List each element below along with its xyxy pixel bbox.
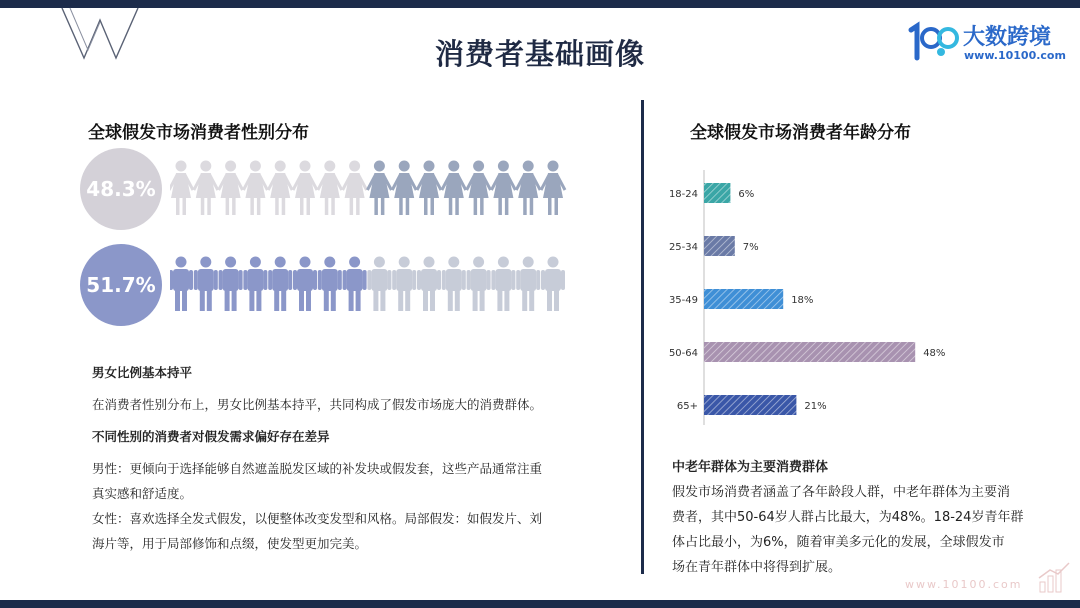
top-bar	[0, 0, 1080, 8]
note-paragraph-1: 在消费者性别分布上，男女比例基本持平，共同构成了假发市场庞大的消费群体。	[92, 397, 543, 412]
male-person-icon	[367, 257, 391, 312]
male-person-icon	[318, 257, 342, 312]
age-summary-line-2: 费者，其中50-64岁人群占比最大，为48%。18-24岁青年群	[672, 510, 1024, 525]
male-person-icon	[268, 257, 292, 312]
age-summary-line-3: 体占比最小，为6%，随着审美多元化的发展，全球假发市	[672, 535, 1005, 550]
note-paragraph-3b: 海片等，用于局部修饰和点缀，使发型更加完美。	[92, 536, 368, 551]
bar-25-34	[704, 236, 735, 256]
male-person-icon	[467, 257, 491, 312]
male-person-icon	[170, 257, 193, 312]
male-pictogram-row	[170, 256, 580, 314]
male-person-icon	[343, 257, 367, 312]
category-label: 50-64	[668, 348, 698, 359]
female-person-icon	[318, 161, 342, 216]
male-person-icon	[516, 257, 540, 312]
category-label: 25-34	[668, 242, 698, 253]
male-person-icon	[194, 257, 218, 312]
female-percent-badge: 48.3%	[80, 148, 162, 230]
male-person-icon	[293, 257, 317, 312]
female-person-icon	[417, 161, 441, 216]
bar-35-49	[704, 289, 783, 309]
value-label: 18%	[791, 295, 814, 306]
male-person-icon	[392, 257, 416, 312]
bottom-bar	[0, 600, 1080, 608]
female-person-icon	[467, 161, 491, 216]
watermark-text: www.10100.com	[905, 578, 1023, 591]
female-person-icon	[219, 161, 243, 216]
section-divider	[641, 100, 644, 574]
male-person-icon	[243, 257, 267, 312]
female-person-icon	[194, 161, 218, 216]
male-person-icon	[417, 257, 441, 312]
female-person-icon	[392, 161, 416, 216]
brand-logo[interactable]	[905, 18, 1070, 68]
bar-50-64	[704, 342, 915, 362]
female-person-icon	[343, 161, 367, 216]
female-person-icon	[541, 161, 565, 216]
10100-logo-icon	[905, 18, 961, 64]
male-percent-badge: 51.7%	[80, 244, 162, 326]
female-person-icon	[170, 161, 193, 216]
male-person-icon	[491, 257, 515, 312]
age-summary-title: 中老年群体为主要消费群体	[672, 460, 829, 475]
age-summary-line-4: 场在青年群体中将得到扩展。	[672, 560, 842, 575]
male-person-icon	[541, 257, 565, 312]
female-person-icon	[516, 161, 540, 216]
brand-url: www.10100.com	[964, 49, 1066, 62]
value-label: 48%	[923, 348, 946, 359]
value-label: 21%	[804, 401, 827, 412]
female-person-icon	[491, 161, 515, 216]
note-heading-1: 男女比例基本持平	[92, 365, 193, 380]
category-label: 35-49	[668, 295, 698, 306]
value-label: 7%	[742, 242, 759, 253]
female-person-icon	[442, 161, 466, 216]
category-label: 18-24	[668, 189, 698, 200]
male-person-icon	[442, 257, 466, 312]
female-person-icon	[268, 161, 292, 216]
bar-18-24	[704, 183, 730, 203]
brand-name: 大数跨境	[963, 25, 1052, 50]
note-paragraph-3a: 女性：喜欢选择全发式假发，以便整体改变发型和风格。局部假发：如假发片、刘	[92, 511, 543, 526]
note-paragraph-2a: 男性：更倾向于选择能够自然遮盖脱发区域的补发块或假发套，这些产品通常注重	[92, 461, 543, 476]
female-pictogram-row	[170, 160, 580, 218]
category-label: 65+	[676, 401, 698, 412]
female-person-icon	[367, 161, 391, 216]
growth-chart-icon	[1036, 560, 1072, 596]
note-paragraph-2b: 真实感和舒适度。	[92, 486, 193, 501]
female-person-icon	[243, 161, 267, 216]
male-person-icon	[219, 257, 243, 312]
age-bar-chart	[660, 165, 990, 425]
value-label: 6%	[738, 189, 755, 200]
gender-section-title: 全球假发市场消费者性别分布	[88, 123, 309, 143]
bar-65+	[704, 395, 796, 415]
age-summary-line-1: 假发市场消费者涵盖了各年龄段人群，中老年群体为主要消	[672, 485, 1011, 500]
female-person-icon	[293, 161, 317, 216]
page-title: 消费者基础画像	[434, 37, 645, 71]
age-summary	[672, 455, 1042, 580]
note-heading-2: 不同性别的消费者对假发需求偏好存在差异	[92, 429, 330, 444]
age-section-title: 全球假发市场消费者年龄分布	[690, 123, 911, 143]
